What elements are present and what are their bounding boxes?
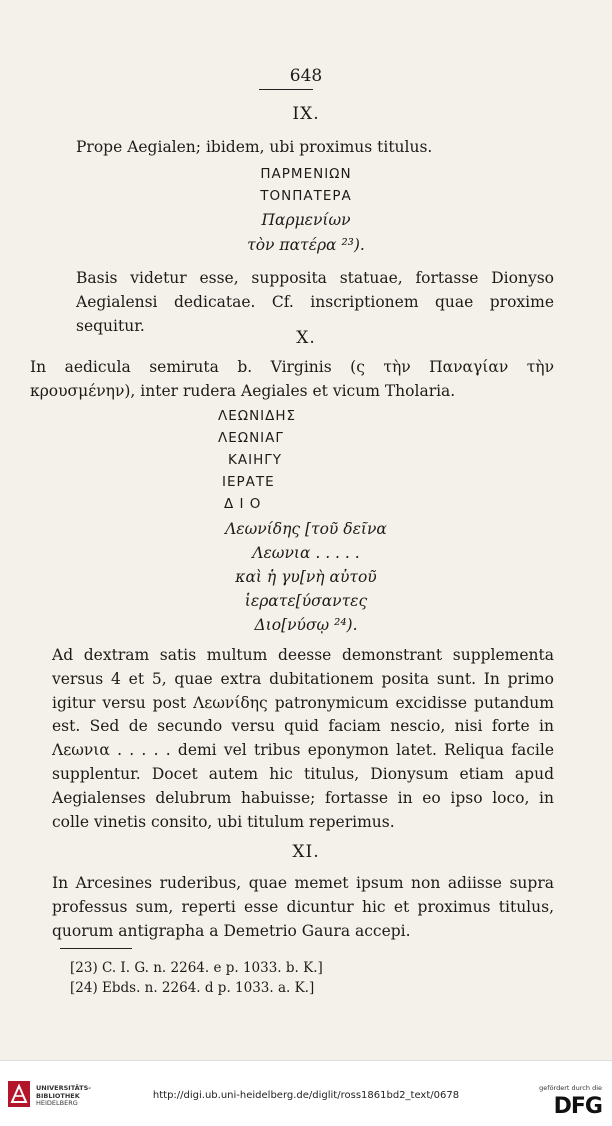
footnote-23: [23) C. I. G. n. 2264. e p. 1033. b. K.] [70,960,323,976]
section-ix-inscription-line-1: ΠΑΡΜΕΝΙΩΝ [260,166,352,182]
section-x-transcription-line-3: καὶ ἡ γυ[νὴ αὐτοῦ [235,568,377,586]
section-x-transcription-line-2: Λεωνια . . . . . [252,544,360,562]
section-ix-inscription-line-2: ΤΟΝΠΑΤΕΡΑ [260,188,352,204]
section-x-inscription-line-5: Δ Ι Ο [224,496,262,512]
section-x-inscription-line-1: ΛΕΩΝΙΔΗΣ [218,408,297,424]
page-number: 648 [289,66,323,86]
section-x-inscription-line-2: ΛΕΩΝΙΑΓ [218,430,284,446]
dfg-logo: DFG [553,1094,602,1119]
section-xi-text: In Arcesines ruderibus, quae memet ipsum non adiisse supra professus sum, reperti esse dicuntur hic et proximus titulus, quorum antigrapha a Demetrio Gaura accepi. [52,874,554,940]
page-number-rule [259,89,313,90]
section-x-heading: X. [296,328,316,348]
section-x-intro: In aedicula semiruta b. Virginis (ς τὴν Παναγίαν τὴν κρουσμένην), inter rudera Aegiales et vicum Tholaria. [30,358,554,400]
section-ix-transcription-line-2: τὸν πατέρα ²³). [247,236,365,254]
section-ix-intro: Prope Aegialen; ibidem, ubi proximus titulus. [76,138,433,156]
sponsor-label: gefördert durch die [539,1084,602,1092]
digitization-footer [0,1060,612,1126]
footnote-rule [60,948,132,949]
section-ix-transcription-line-1: Παρμενίων [261,211,351,229]
section-ix-heading: IX. [292,104,320,124]
section-x-inscription-line-4: ΙΕΡΑΤΕ [222,474,275,490]
section-x-transcription-line-5: Διο[νύσῳ ²⁴). [254,616,358,634]
footnote-24: [24) Ebds. n. 2264. d p. 1033. a. K.] [70,980,315,996]
section-x-commentary: Ad dextram satis multum deesse demonstrant supplementa versus 4 et 5, quae extra dubitationem posita sunt. In primo igitur versu post Λεωνίδης patronymicum excidisse putandum est. Sed de secundo versu quid faciam nescio, nisi forte in Λεωνια . . . . . demi vel tribus eponymon latet. Reliqua facile supplentur. Docet autem hic titulus, Dionysum etiam apud Aegialenses delubrum habuisse; fortasse in eo ipso loco, in colle vinetis consito, ubi titulum reperimus. [52,646,554,831]
section-x-transcription-line-4: ἱερατε[ύσαντες [244,592,368,610]
section-x-transcription-line-1: Λεωνίδης [τοῦ δεῖνα [225,520,387,538]
section-x-inscription-line-3: ΚΑΙΗΓΥ [228,452,282,468]
section-ix-commentary: Basis videtur esse, supposita statuae, fortasse Dionyso Aegialensi dedicatae. Cf. inscriptionem quae proxime sequitur. [76,269,554,335]
library-name: UNIVERSITÄTS- BIBLIOTHEK HEIDELBERG [36,1084,91,1107]
section-xi-heading: XI. [292,842,320,862]
permalink-url[interactable]: http://digi.ub.uni-heidelberg.de/diglit/ross1861bd2_text/0678 [152,1090,460,1101]
